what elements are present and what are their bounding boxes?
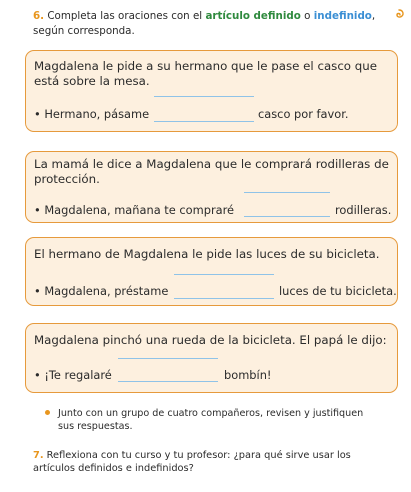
- sentence-start: • Hermano, pásame: [34, 107, 150, 121]
- guide-line: [244, 192, 330, 193]
- sentence-end: bombín!: [224, 368, 272, 382]
- guide-line: [174, 274, 274, 275]
- sentence-end: luces de tu bicicleta.: [279, 284, 397, 298]
- card-prompt: Magdalena le pide a su hermano que le pase el casco que está sobre la mesa.: [34, 59, 377, 88]
- guide-line: [118, 358, 218, 359]
- sentence-end: rodilleras.: [335, 203, 392, 217]
- card-prompt: Magdalena pinchó una rueda de la bicicleta. El papá le dijo:: [34, 333, 387, 347]
- guide-line: [154, 96, 254, 97]
- answer-blank-3[interactable]: [174, 298, 274, 299]
- card-prompt: El hermano de Magdalena le pide las luces de su bicicleta.: [34, 247, 380, 261]
- group-review-note: Junto con un grupo de cuatro compañeros, revisen y justifiquen sus respuestas.: [58, 408, 364, 432]
- answer-blank-2[interactable]: [244, 216, 330, 217]
- answer-blank-1[interactable]: [154, 121, 254, 122]
- exercise-card-2: [25, 151, 398, 223]
- instruction-text: Completa las oraciones con el: [47, 10, 203, 22]
- sentence-end: casco por favor.: [258, 107, 349, 121]
- activity-7-instruction: [33, 449, 393, 475]
- sentence-start: • ¡Te regalaré: [34, 368, 112, 382]
- keyword-indefinido: indefinido: [313, 10, 372, 22]
- keyword-definido: artículo definido: [205, 10, 301, 22]
- bullet-dot-icon: [45, 410, 50, 415]
- instruction-comma: ,: [371, 10, 376, 22]
- reflection-text: Reflexiona con tu curso y tu profesor: ¿para qué sirve usar los artículos definidos e indefinidos?: [33, 450, 351, 474]
- instruction-line-2: según corresponda.: [33, 25, 135, 37]
- exercise-card-3: [25, 237, 398, 306]
- answer-blank-4[interactable]: [118, 381, 218, 382]
- instruction-connector: o: [304, 10, 311, 22]
- exercise-card-4: [25, 323, 398, 393]
- activity-number: 6.: [33, 10, 45, 22]
- swirl-icon: [392, 8, 406, 22]
- activity-6-instruction: [33, 9, 383, 39]
- exercise-card-1: [25, 50, 398, 132]
- sentence-start: • Magdalena, préstame: [34, 284, 169, 298]
- sentence-start: • Magdalena, mañana te compraré: [34, 203, 235, 217]
- activity-number: 7.: [33, 450, 44, 461]
- card-prompt: La mamá le dice a Magdalena que le comprará rodilleras de protección.: [34, 157, 389, 186]
